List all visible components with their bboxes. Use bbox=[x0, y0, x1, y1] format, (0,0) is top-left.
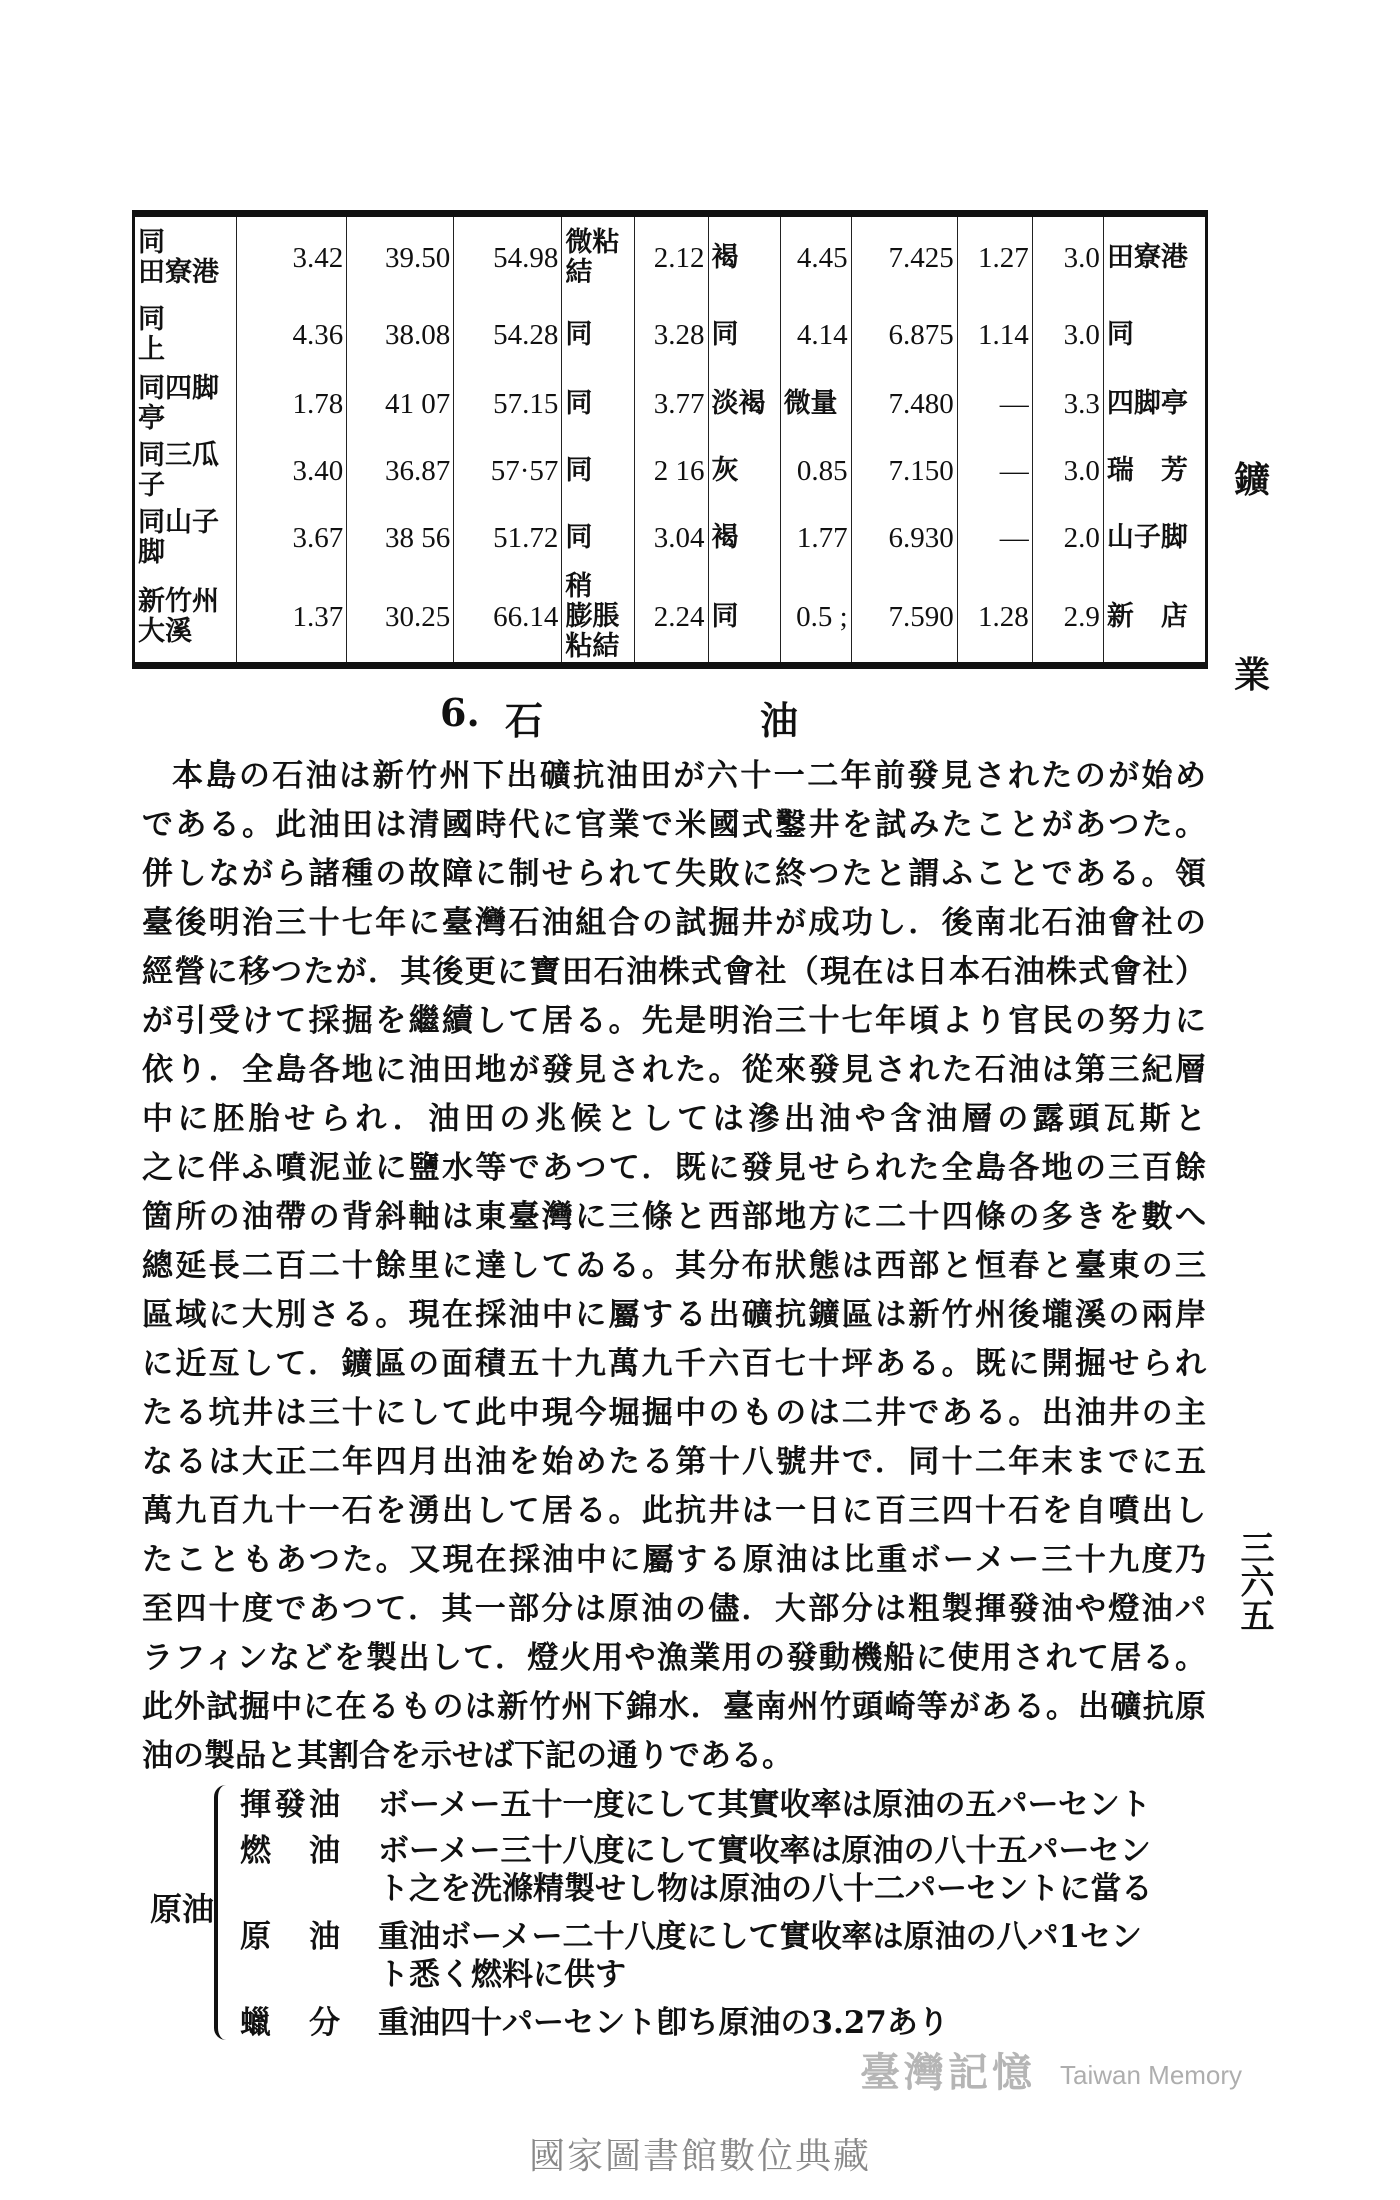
table-cell: 3.67 bbox=[237, 504, 347, 572]
table-cell: 同 bbox=[708, 300, 780, 370]
table-cell: 54.28 bbox=[454, 300, 562, 370]
section-number: 6. bbox=[440, 690, 480, 735]
table-cell: 同 bbox=[562, 438, 635, 504]
body-line: ラフィンなどを製出して．燈火用や漁業用の發動機船に使用されて居る。 bbox=[142, 1640, 1206, 1676]
table-cell: 2.9 bbox=[1032, 572, 1103, 666]
product-label: 原油 bbox=[240, 1919, 340, 1955]
body-line: 中に胚胎せられ．油田の兆候としては滲出油や含油層の露頭瓦斯と bbox=[142, 1101, 1206, 1137]
table-cell: 同 上 bbox=[134, 300, 237, 370]
body-line: 箇所の油帶の背斜軸は東臺灣に三條と西部地方に二十四條の多きを數へ bbox=[142, 1199, 1206, 1235]
table-row bbox=[134, 300, 1207, 370]
table-cell: 4.36 bbox=[237, 300, 347, 370]
table-cell: 同 bbox=[708, 572, 780, 666]
table-cell: 3.0 bbox=[1032, 300, 1103, 370]
table-cell: — bbox=[957, 504, 1032, 572]
table-cell: 同三瓜 子 bbox=[134, 438, 237, 504]
margin-section-1: 鑛 bbox=[1233, 459, 1270, 501]
section-title-2: 油 bbox=[760, 698, 799, 743]
body-line: 之に伴ふ噴泥並に鹽水等であつて．既に發見せられた全島各地の三百餘 bbox=[142, 1150, 1206, 1186]
table-cell: 7.150 bbox=[851, 438, 957, 504]
table-cell: 1.77 bbox=[780, 504, 851, 572]
table-cell: 1.78 bbox=[237, 370, 347, 438]
table-cell: 同 bbox=[1103, 300, 1206, 370]
table-cell: 38 56 bbox=[347, 504, 454, 572]
table-cell: 2 16 bbox=[635, 438, 708, 504]
body-line: である。此油田は清國時代に官業で米國式鑿井を試みたことがあつた。 bbox=[142, 807, 1206, 843]
table-cell: 同 bbox=[562, 300, 635, 370]
product-description: ボーメー五十一度にして其實收率は原油の五パーセント bbox=[378, 1787, 1151, 1823]
table-cell: 3.77 bbox=[635, 370, 708, 438]
table-cell: 微量 bbox=[780, 370, 851, 438]
body-line: 至四十度であつて．其一部分は原油の儘．大部分は粗製揮發油や燈油パ bbox=[142, 1591, 1206, 1627]
table-cell: 新 店 bbox=[1103, 572, 1206, 666]
table-cell: 3.3 bbox=[1032, 370, 1103, 438]
product-description: 重油四十パーセント卽ち原油の3.27あり bbox=[378, 2005, 949, 2041]
table-cell: — bbox=[957, 370, 1032, 438]
section-title-1: 石 bbox=[505, 698, 544, 743]
margin-section-2: 業 bbox=[1233, 654, 1270, 696]
body-line: 萬九百九十一石を湧出して居る。此抗井は一日に百三四十石を自噴出し bbox=[142, 1493, 1206, 1529]
table-cell: 3.40 bbox=[237, 438, 347, 504]
table-cell: 66.14 bbox=[454, 572, 562, 666]
table-cell: 3.28 bbox=[635, 300, 708, 370]
table-cell: 30.25 bbox=[347, 572, 454, 666]
body-line: 依り．全島各地に油田地が發見された。從來發見された石油は第三紀層 bbox=[142, 1052, 1206, 1088]
table-cell: 0.85 bbox=[780, 438, 851, 504]
body-text bbox=[142, 752, 1206, 1781]
table-cell: 4.14 bbox=[780, 300, 851, 370]
body-line: 併しながら諸種の故障に制せられて失敗に終つたと謂ふことである。領 bbox=[142, 856, 1206, 892]
table-cell: 38.08 bbox=[347, 300, 454, 370]
table-cell: 57.15 bbox=[454, 370, 562, 438]
table-cell: 2.24 bbox=[635, 572, 708, 666]
table-cell: 57·57 bbox=[454, 438, 562, 504]
table-cell: 同 bbox=[562, 370, 635, 438]
body-line: 總延長二百二十餘里に達してゐる。其分布狀態は西部と恒春と臺東の三 bbox=[142, 1248, 1206, 1284]
product-label: 蠟分 bbox=[240, 2005, 340, 2041]
table-cell: 山子脚 bbox=[1103, 504, 1206, 572]
product-label: 揮發油 bbox=[240, 1787, 340, 1823]
body-line: に近亙して．鑛區の面積五十九萬九千六百七十坪ある。既に開掘せられ bbox=[142, 1346, 1206, 1382]
table-cell: 51.72 bbox=[454, 504, 562, 572]
products-group-label: 原油 bbox=[150, 1890, 215, 1928]
table-cell: 1.28 bbox=[957, 572, 1032, 666]
table-cell: 微粘 結 bbox=[562, 214, 635, 300]
table-cell: 2.0 bbox=[1032, 504, 1103, 572]
table-cell: 淡褐 bbox=[708, 370, 780, 438]
table-cell: 7.590 bbox=[851, 572, 957, 666]
table-cell: 7.425 bbox=[851, 214, 957, 300]
body-line: 區域に大別さる。現在採油中に屬する出礦抗鑛區は新竹州後壠溪の兩岸 bbox=[142, 1297, 1206, 1333]
body-line: 此外試掘中に在るものは新竹州下錦水．臺南州竹頭崎等がある。出礦抗原 bbox=[142, 1689, 1206, 1725]
table-cell: 3.04 bbox=[635, 504, 708, 572]
body-line: 臺後明治三十七年に臺灣石油組合の試掘井が成功し．後南北石油會社の bbox=[142, 905, 1206, 941]
table-cell: 41 07 bbox=[347, 370, 454, 438]
body-line: たこともあつた。又現在採油中に屬する原油は比重ボーメー三十九度乃 bbox=[142, 1542, 1206, 1578]
table-cell: 同 田寮港 bbox=[134, 214, 237, 300]
page-number: 三六五 bbox=[1234, 1530, 1274, 1632]
table-cell: 3.0 bbox=[1032, 214, 1103, 300]
body-line: 經營に移つたが．其後更に寶田石油株式會社（現在は日本石油株式會社） bbox=[142, 954, 1206, 990]
table-cell: 3.0 bbox=[1032, 438, 1103, 504]
table-row bbox=[134, 438, 1207, 504]
table-cell: 褐 bbox=[708, 504, 780, 572]
table-cell: 灰 bbox=[708, 438, 780, 504]
body-line: なるは大正二年四月出油を始めたる第十八號井で．同十二年末までに五 bbox=[142, 1444, 1206, 1480]
table-cell: 54.98 bbox=[454, 214, 562, 300]
footer-credit: 國家圖書館數位典藏 bbox=[528, 2136, 871, 2177]
table-row bbox=[134, 370, 1207, 438]
product-label: 燃油 bbox=[240, 1833, 340, 1869]
table-cell: 同四脚 亭 bbox=[134, 370, 237, 438]
product-description: ボーメー三十八度にして實收率は原油の八十五パーセン ト之を洗滌精製せし物は原油の八十二パーセントに當る bbox=[378, 1833, 1153, 1907]
table-cell: 6.930 bbox=[851, 504, 957, 572]
table-cell: 2.12 bbox=[635, 214, 708, 300]
watermark-logo: 臺灣記憶 bbox=[860, 2049, 1036, 2096]
product-description: 重油ボーメー二十八度にして實收率は原油の八パ1セン ト悉く燃料に供す bbox=[378, 1919, 1143, 1993]
mineral-analysis-table bbox=[132, 210, 1208, 669]
table-cell: 3.42 bbox=[237, 214, 347, 300]
table-cell: 瑞 芳 bbox=[1103, 438, 1206, 504]
table-cell: 7.480 bbox=[851, 370, 957, 438]
table-cell: 1.14 bbox=[957, 300, 1032, 370]
table-cell: 39.50 bbox=[347, 214, 454, 300]
table-cell: 36.87 bbox=[347, 438, 454, 504]
table-cell: 褐 bbox=[708, 214, 780, 300]
table-cell: 四脚亭 bbox=[1103, 370, 1206, 438]
body-line: たる坑井は三十にして此中現今堀掘中のものは二井である。出油井の主 bbox=[142, 1395, 1206, 1431]
table-cell: — bbox=[957, 438, 1032, 504]
table-cell: 同 bbox=[562, 504, 635, 572]
body-line: 本島の石油は新竹州下出礦抗油田が六十一二年前發見されたのが始め bbox=[172, 758, 1206, 794]
table-cell: 新竹州 大溪 bbox=[134, 572, 237, 666]
table-cell: 1.37 bbox=[237, 572, 347, 666]
table-cell: 6.875 bbox=[851, 300, 957, 370]
table-cell: 稍 膨脹 粘結 bbox=[562, 572, 635, 666]
table-cell: 1.27 bbox=[957, 214, 1032, 300]
watermark-text: Taiwan Memory bbox=[1060, 2060, 1243, 2090]
body-line: 油の製品と其割合を示せば下記の通りである。 bbox=[142, 1738, 793, 1774]
brace-icon bbox=[214, 1785, 232, 2040]
body-line: が引受けて採掘を繼續して居る。先是明治三十七年頃より官民の努力に bbox=[142, 1003, 1206, 1039]
table-row bbox=[134, 504, 1207, 572]
table-cell: 同山子 脚 bbox=[134, 504, 237, 572]
table-cell: 0.5 ; bbox=[780, 572, 851, 666]
table-row bbox=[134, 214, 1207, 300]
table-row bbox=[134, 572, 1207, 666]
table-cell: 4.45 bbox=[780, 214, 851, 300]
table-cell: 田寮港 bbox=[1103, 214, 1206, 300]
